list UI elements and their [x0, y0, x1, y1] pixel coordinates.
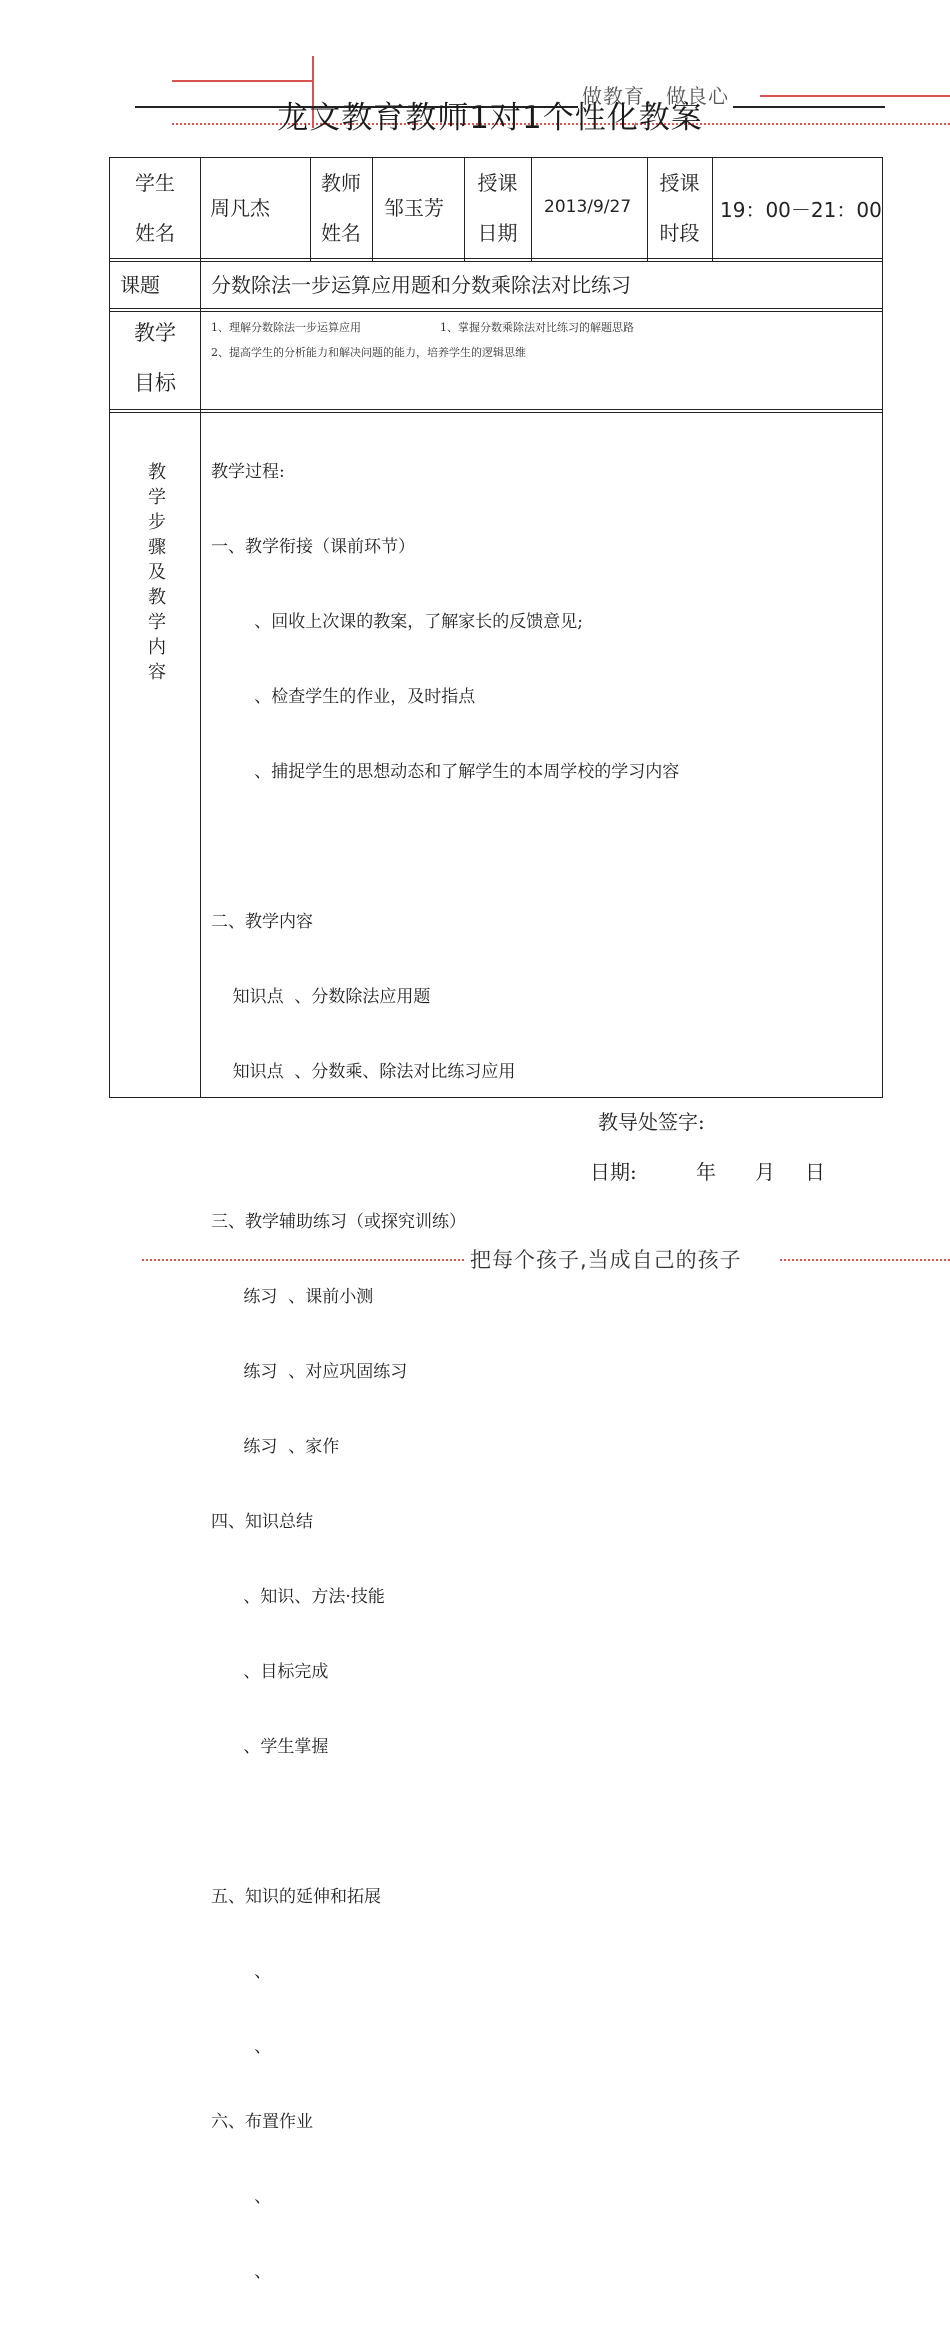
process-line: 四、知识总结 [211, 1512, 313, 1532]
process-line: 、目标完成 [211, 1662, 329, 1682]
process-line: 、知识、方法·技能 [211, 1587, 385, 1607]
teaching-process [211, 410, 679, 2335]
process-line: 、 [211, 2037, 272, 2057]
process-line: 五、知识的延伸和拓展 [211, 1887, 381, 1907]
column-divider [712, 158, 713, 261]
row-divider [110, 308, 882, 309]
row-divider [110, 261, 882, 262]
signature-day: 日 [805, 1160, 825, 1184]
process-line [211, 1810, 679, 1835]
goal-line-2: 2、提高学生的分析能力和解决问题的能力，培养学生的逻辑思维 [211, 346, 526, 359]
lesson-period-label: 授课 时段 [659, 171, 700, 245]
column-divider [372, 158, 373, 261]
process-line: 三、教学辅助练习（或探究训练） [211, 1212, 466, 1232]
lesson-date-label: 授课 日期 [477, 171, 518, 245]
topic-value: 分数除法一步运算应用题和分数乘除法对比练习 [211, 273, 631, 297]
process-line: 练习 、对应巩固练习 [211, 1362, 408, 1382]
column-divider [200, 158, 201, 1098]
process-line: 知识点 、分数乘、除法对比练习应用 [211, 1062, 516, 1082]
footer-slogan: 把每个孩子,当成自己的孩子 [470, 1248, 742, 1272]
signature-year: 年 [696, 1160, 716, 1184]
process-line: 、检查学生的作业，及时指点 [211, 687, 476, 707]
teacher-name-label: 教师 姓名 [321, 171, 361, 245]
header-red-line-left [172, 80, 314, 82]
process-line: 知识点 、分数除法应用题 [211, 987, 431, 1007]
topic-label: 课题 [120, 273, 160, 297]
process-line: 二、教学内容 [211, 912, 313, 932]
process-line: 练习 、课前小测 [211, 1287, 374, 1307]
office-signature-label: 教导处签字: [598, 1110, 705, 1134]
process-line: 教学过程: [211, 462, 285, 482]
signature-date-label: 日期: [590, 1160, 637, 1184]
teaching-steps-label: 教 学 步 骤 及 教 学 内 容 [148, 462, 166, 683]
signature-month: 月 [755, 1160, 775, 1184]
column-divider [531, 158, 532, 261]
process-line: 、 [211, 2187, 272, 2207]
lesson-date-value: 2013/9/27 [544, 197, 632, 217]
footer-dotted-rule-left [142, 1259, 464, 1261]
process-line: 、捕捉学生的思想动态和了解学生的本周学校的学习内容 [211, 762, 680, 782]
page-title: 龙文教育教师1对1个性化教案 [277, 100, 703, 136]
process-line: 练习 、家作 [211, 1437, 340, 1457]
footer-dotted-rule-right [780, 1259, 950, 1261]
student-name-value: 周凡杰 [210, 196, 270, 220]
teacher-name-value: 邹玉芳 [384, 196, 444, 220]
goal-line-1a: 1、理解分数除法一步运算应用 [211, 321, 361, 334]
goal-line-1b: 1、掌握分数乘除法对比练习的解题思路 [440, 321, 634, 334]
process-line: 、 [211, 1962, 272, 1982]
process-line: 、学生掌握 [211, 1737, 329, 1757]
process-line: 、回收上次课的教案，了解家长的反馈意见; [211, 612, 583, 632]
process-line: 六、布置作业 [211, 2112, 313, 2132]
row-divider [110, 258, 882, 259]
student-name-label: 学生 姓名 [135, 171, 175, 245]
header-slogan: 做教育，做良心 [578, 80, 733, 109]
process-line: 一、教学衔接（课前环节） [211, 537, 415, 557]
process-line [211, 835, 679, 860]
lesson-period-value: 19：00－21：00 [720, 198, 882, 222]
process-line: 、 [211, 2262, 272, 2282]
row-divider [110, 311, 882, 312]
teaching-goals-label: 教学 目标 [134, 321, 176, 395]
